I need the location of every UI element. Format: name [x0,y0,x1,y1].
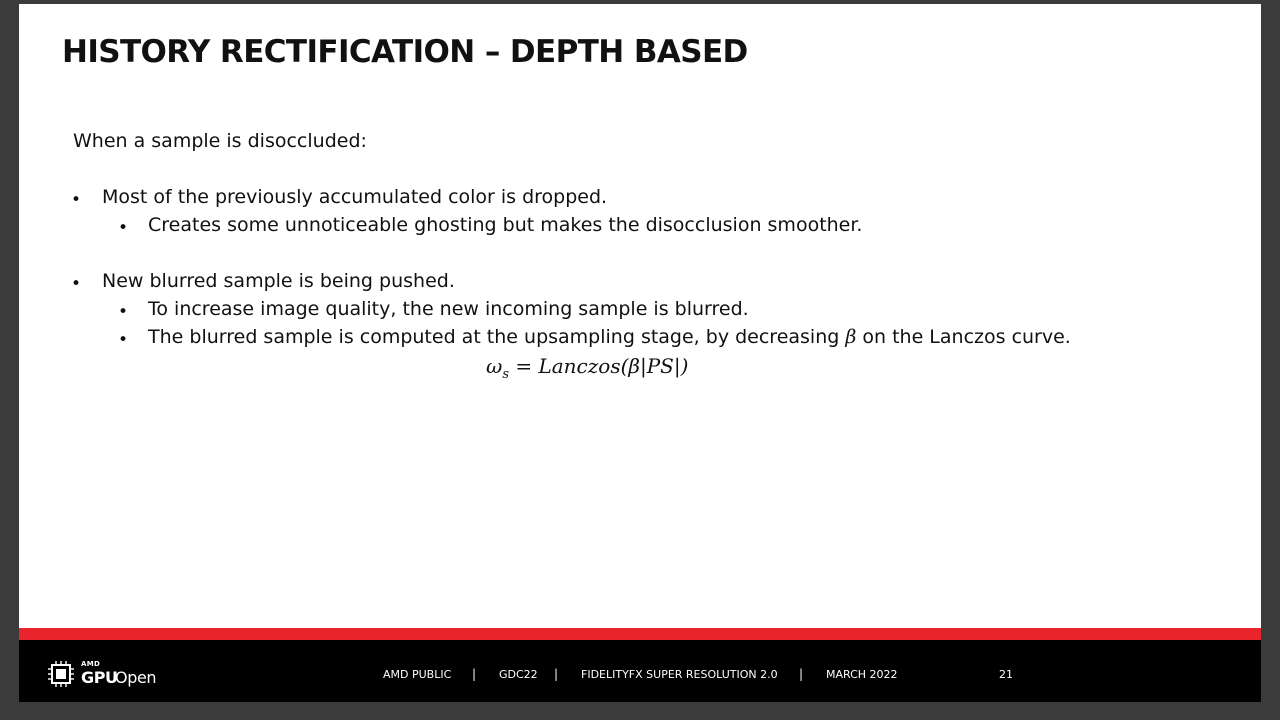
sub-2-text-before: The blurred sample is computed at the upsampling stage, by decreasing [148,326,846,348]
bullet-2-text: New blurred sample is being pushed. [102,270,455,292]
logo-open-text: Open [115,668,157,687]
footer-classification: AMD PUBLIC [383,668,452,681]
footer-date: MARCH 2022 [826,668,898,681]
footer-product: FIDELITYFX SUPER RESOLUTION 2.0 [581,668,778,681]
footer-accent-band [19,628,1261,640]
bullet-2-sub-2 [148,326,1071,348]
lanczos-formula [486,354,688,382]
slide-footer [19,640,1261,702]
slide-title: HISTORY RECTIFICATION – DEPTH BASED [62,34,748,70]
bullet-marker: • [71,274,82,294]
formula-rhs: = Lanczos(β|PS|) [508,354,689,378]
beta-symbol: β [845,326,857,348]
slide-page [19,4,1261,702]
footer-separator: | [472,667,477,681]
sub-bullet-marker: • [118,302,129,322]
intro-text: When a sample is disoccluded: [73,130,367,152]
chip-icon [47,660,75,688]
formula-omega: ω [486,354,503,378]
sub-2-text-after: on the Lanczos curve. [856,326,1071,348]
bullet-1-sub-1: Creates some unnoticeable ghosting but makes the disocclusion smoother. [148,214,863,236]
sub-bullet-marker: • [118,218,129,238]
footer-separator: | [799,667,804,681]
gpuopen-logo [47,658,157,690]
bullet-2-sub-1: To increase image quality, the new incoming sample is blurred. [148,298,749,320]
logo-amd-text: AMD [81,660,101,668]
footer-separator: | [554,667,559,681]
formula-subscript: s [502,367,509,382]
page-number: 21 [999,668,1013,681]
logo-gpu-text: GPU [81,668,118,687]
bullet-marker: • [71,190,82,210]
sub-bullet-marker: • [118,330,129,350]
bullet-1-text: Most of the previously accumulated color is dropped. [102,186,608,208]
footer-event: GDC22 [499,668,538,681]
